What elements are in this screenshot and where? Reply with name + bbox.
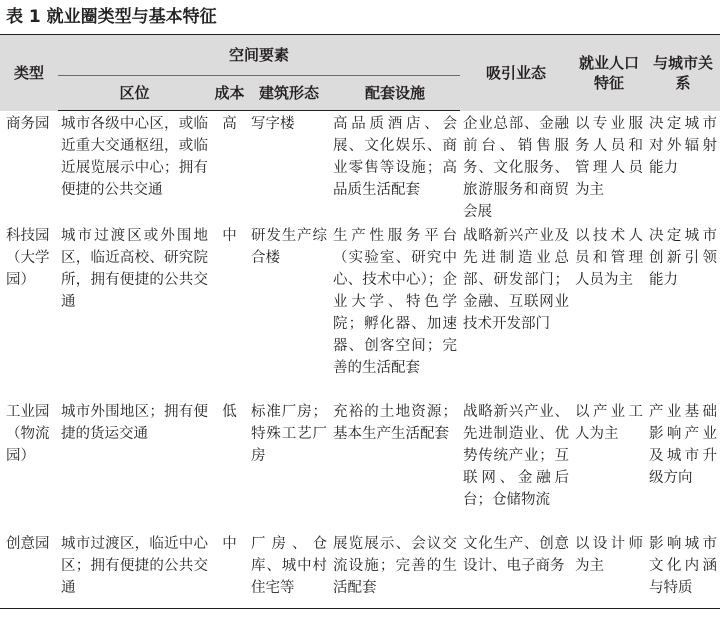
cell-population: 以专业服务人员和管理人员为主	[575, 115, 644, 198]
cell-population: 以设计师为主	[572, 531, 646, 609]
cell-facilities: 高品质酒店、会展、文化娱乐、商业零售等设施；高品质生活配套	[333, 116, 458, 198]
cell-industry: 文化生产、创意设计、电子商务	[460, 531, 572, 609]
cell-facilities: 展览展示、会议交流设施；完善的生活配套	[330, 531, 460, 609]
cell-cost: 低	[222, 403, 237, 420]
header-relation: 与城市关系	[646, 35, 720, 111]
cell-cost: 中	[211, 531, 248, 609]
cell-industry: 战略新兴产业及先进制造业总部、研发部门；金融、互联网业技术开发部门	[463, 227, 570, 332]
cell-facilities: 生产性服务平台（实验室、研究中心、技术中心）；企业大学、特色学院；孵化器、加速器、创客空间；完善的生活配套	[333, 227, 458, 376]
cell-industry: 战略新兴产业、先进制造业、优势传统产业；互联网、金融后台；仓储物流	[463, 403, 570, 508]
cell-location: 城市过渡区，临近中心区；拥有便捷的公共交通	[58, 531, 211, 609]
cell-relation: 产业基础影响产业及城市升级方向	[649, 403, 718, 486]
cell-location: 城市过渡区或外围地区，临近高校、研究院所，拥有便捷的公共交通	[61, 227, 208, 310]
cell-location: 城市外围地区；拥有便捷的货运交通	[61, 403, 208, 442]
cell-type: 工业园（物流园）	[6, 403, 50, 464]
cell-population: 以技术人员和管理人员为主	[575, 227, 644, 288]
cell-building: 标准厂房；特殊工艺厂房	[251, 403, 327, 464]
employment-circle-table	[0, 34, 720, 609]
header-cost: 成本	[211, 76, 248, 111]
table-row	[0, 531, 720, 609]
table-row	[0, 223, 720, 399]
cell-relation: 决定城市对外辐射能力	[649, 115, 718, 176]
header-population: 就业人口特征	[572, 35, 646, 111]
table-row	[0, 111, 720, 223]
cell-type: 创意园	[0, 531, 58, 609]
cell-cost: 中	[222, 227, 237, 244]
cell-type: 商务园	[6, 115, 50, 132]
table-row	[0, 399, 720, 531]
header-building: 建筑形态	[248, 76, 330, 111]
table-caption: 表 1 就业圈类型与基本特征	[6, 7, 217, 27]
cell-type: 科技园（大学园）	[6, 227, 50, 288]
header-facilities: 配套设施	[330, 76, 460, 111]
cell-location: 城市各级中心区，或临近重大交通枢纽，或临近展览展示中心；拥有便捷的公共交通	[61, 116, 208, 198]
cell-building: 写字楼	[251, 116, 295, 132]
header-industry: 吸引业态	[460, 35, 572, 111]
header-spatial-group: 空间要素	[58, 35, 460, 76]
cell-building: 厂房、仓库、城中村住宅等	[248, 531, 330, 609]
cell-relation: 决定城市创新引领能力	[649, 227, 718, 288]
header-location: 区位	[58, 76, 211, 111]
cell-building: 研发生产综合楼	[251, 227, 327, 266]
cell-population: 以产业工人为主	[575, 403, 644, 442]
cell-cost: 高	[222, 116, 237, 132]
cell-industry: 企业总部、金融前台、销售服务、文化服务、旅游服务和商贸会展	[463, 115, 570, 220]
cell-facilities: 充裕的土地资源；基本生产生活配套	[333, 403, 458, 442]
header-type: 类型	[0, 35, 58, 111]
cell-relation: 影响城市文化内涵与特质	[646, 531, 720, 609]
